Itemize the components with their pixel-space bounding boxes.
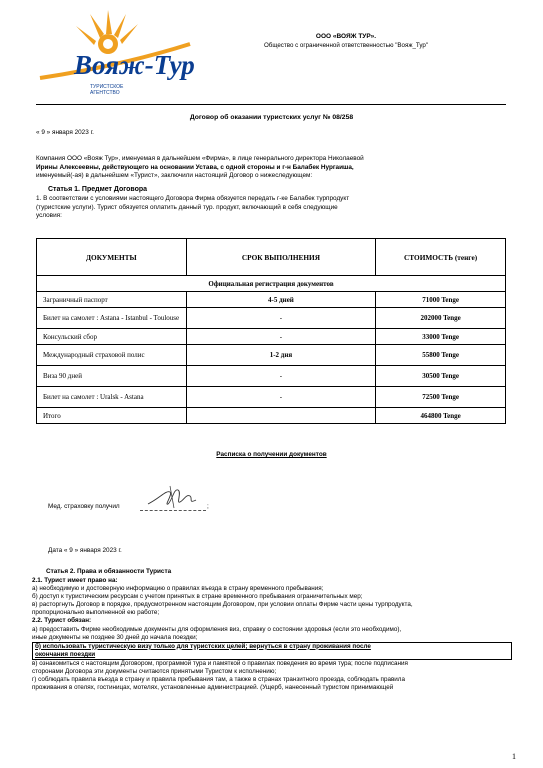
logo-subtitle: ТУРИСТСКОЕ АГЕНТСТВО (90, 84, 124, 96)
clause-2-2: 2.2. Турист обязан: (32, 617, 92, 625)
logo-name: Вояж-Тур (74, 50, 195, 80)
table-row (37, 345, 506, 366)
row-cost: 33000 Tenge (376, 329, 506, 345)
row-term: - (186, 366, 376, 387)
article1-line-2: (туристские услуги). Турист обязуется оплатить данный тур. продукт, включающий в себя следующие (36, 203, 338, 211)
article1-line-3: условия: (36, 212, 62, 220)
article1-line-1: 1. В соответствии с условиями настоящего Договора Фирма обязуется передать г-ке Балабек турпродукт (36, 195, 350, 202)
row-term: - (186, 387, 376, 408)
row-doc: Международный страховой полис (37, 345, 187, 366)
preamble (36, 155, 506, 181)
preamble-line-1: Компания ООО «Вояж Тур», именуемая в дальнейшем «Фирма», в лице генерального директора Николаевой (36, 155, 364, 162)
clause-2-2-a-2: иные документы не позднее 30 дней до начала поездки; (32, 633, 198, 641)
row-cost: 30500 Tenge (376, 366, 506, 387)
row-doc: Консульский сбор (37, 329, 187, 345)
header-term: СРОК ВЫПОЛНЕНИЯ (186, 239, 376, 276)
clause-2-1-a: а) необходимую и достоверную информацию о правилах въезда в страну временного пребывания; (32, 585, 324, 593)
table-section-row (37, 276, 506, 292)
clause-2-2-b-2: окончания поездки (35, 650, 96, 658)
article2-body (32, 577, 512, 692)
company-header (236, 32, 456, 50)
total-label: Итого (37, 408, 187, 424)
table-row (37, 292, 506, 308)
row-cost: 202000 Tenge (376, 308, 506, 329)
row-term: - (186, 329, 376, 345)
page-number: 1 (512, 752, 516, 761)
preamble-line-3: именуемый(-ая) в дальнейшем «Турист», заключили настоящий Договор о нижеследующем: (36, 172, 313, 180)
row-doc: Виза 90 дней (37, 366, 187, 387)
clause-2-2-v-1: в) ознакомиться с настоящим Договором, программой тура и памяткой о правилах поведения во время тура; после подписания (32, 659, 408, 667)
header-cost: СТОИМОСТЬ (тенге) (376, 239, 506, 276)
row-cost: 55800 Tenge (376, 345, 506, 366)
contract-title: Договор об оказании туристских услуг № 08/258 (189, 114, 354, 121)
header-documents: ДОКУМЕНТЫ (37, 239, 187, 276)
company-logo (30, 8, 200, 96)
row-doc: Билет на самолет : Uralsk - Astana (37, 387, 187, 408)
table-total-row (37, 408, 506, 424)
contract-date: « 9 » января 2023 г. (36, 129, 94, 136)
table-row (37, 329, 506, 345)
clause-2-2-b-1: б) использовать туристическую визу только для туристских целей; вернуться в страну проживания после (35, 642, 371, 650)
signature-end-mark: ; (207, 503, 209, 510)
company-name: ООО «ВОЯЖ ТУР». (315, 33, 377, 40)
row-doc: Заграничный паспорт (37, 292, 187, 308)
row-term: 4-5 дней (186, 292, 376, 308)
signature-line (140, 510, 206, 511)
clause-2-1: 2.1. Турист имеет право на: (32, 577, 118, 584)
clause-2-1-v-2: пропорционально выполненной ею работе; (32, 609, 160, 617)
highlighted-clause (32, 642, 512, 660)
total-empty (186, 408, 376, 424)
clause-2-1-b: б) доступ к туристическим ресурсам с учетом принятых в стране временного пребывания ограничительных мер; (32, 593, 363, 601)
documents-table (36, 238, 506, 424)
clause-2-2-g-2: проживания в отелях, гостиницах, мотелях, установленные администрацией. (Ущерб, нанесенный туристом принимающей (32, 684, 394, 692)
article1-text (36, 195, 506, 221)
header-divider (36, 104, 506, 105)
insurance-received-label: Мед. страховку получил (48, 503, 120, 510)
receipt-date: Дата « 9 » января 2023 г. (48, 547, 122, 554)
article2-heading: Статья 2. Права и обязанности Туриста (46, 568, 172, 575)
row-term: - (186, 308, 376, 329)
row-cost: 71000 Tenge (376, 292, 506, 308)
clause-2-2-v-2: сторонами Договора эти документы считаются принятыми Туристом к исполнению; (32, 668, 277, 676)
clause-2-1-v-1: в) расторгнуть Договор в порядке, предусмотренном настоящим Договором, при условии оплаты Фирме части цены турпродукта, (32, 601, 413, 609)
preamble-line-2: Ирины Алексеевны, действующего на основании Устава, с одной стороны и г-н Балабек Нургаиша, (36, 163, 354, 171)
section-title: Официальная регистрация документов (37, 276, 506, 292)
article1-heading: Статья 1. Предмет Договора (48, 186, 148, 193)
receipt-heading: Расписка о получении документов (216, 451, 327, 458)
table-row (37, 308, 506, 329)
total-value: 464800 Tenge (376, 408, 506, 424)
table-row (37, 366, 506, 387)
row-term: 1-2 дня (186, 345, 376, 366)
table-row (37, 387, 506, 408)
signature-icon (140, 484, 206, 510)
clause-2-2-g-1: г) соблюдать правила въезда в страну и правила пребывания там, а также в странах транзитного проезда, соблюдать правила (32, 676, 405, 684)
row-cost: 72500 Tenge (376, 387, 506, 408)
table-header-row (37, 239, 506, 276)
row-doc: Билет на самолет : Astana - Istanbul - Toulouse (37, 308, 187, 329)
company-description: Общество с ограниченной ответственностью "Вояж_Тур" (263, 42, 429, 49)
clause-2-2-a-1: а) предоставить Фирме необходимые документы для оформления виз, справку о состоянии здоровья (если это необходимо), (32, 625, 402, 633)
